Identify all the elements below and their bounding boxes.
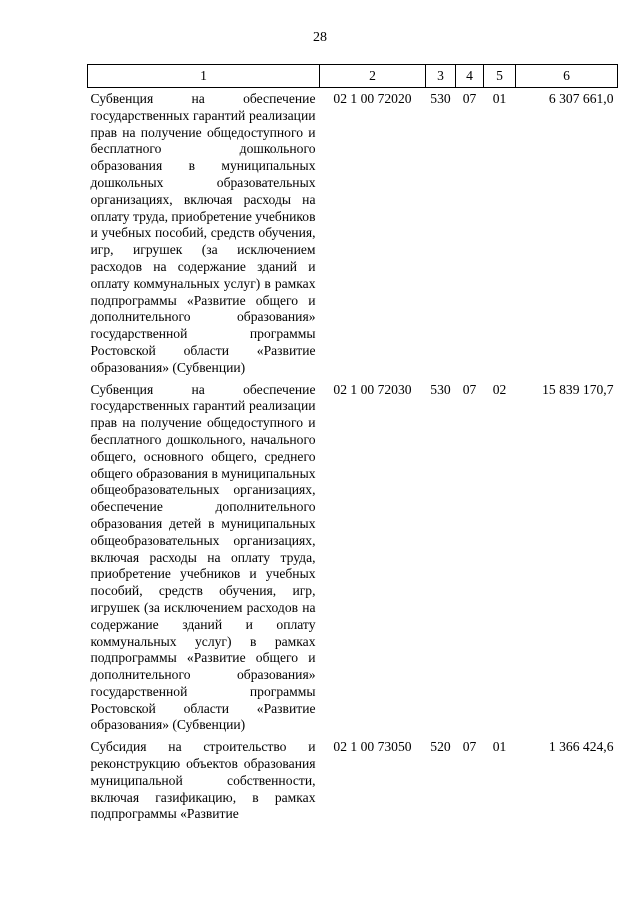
table-header-row <box>88 65 618 88</box>
column-header-1: 1 <box>88 65 320 88</box>
row-expense-type: 520 <box>430 739 451 755</box>
column-header-6: 6 <box>516 65 618 88</box>
row-subsection: 01 <box>492 91 507 106</box>
table-row <box>88 379 618 737</box>
page-number: 28 <box>313 30 327 45</box>
row-expense-type: 530 <box>430 381 451 397</box>
row-section: 07 <box>462 91 477 106</box>
table-row <box>88 88 618 379</box>
row-description: Субвенция на обеспечение государственных гарантий реализации прав на получение общедоступного и бесплатного дошкольного образования в муниципальных дошкольных образовательных организациях, включая расходы на оплату труда, приобретение учебников и учебных пособий, средств обучения, игр, игрушек (за исключением расходов на содержание зданий и оплату коммунальных услуг) в рамках подпрограммы «Развитие общего и дополнительного образования» государственной программы Ростовской области «Развитие образования» (Субвенции) <box>90 91 316 375</box>
row-description: Субвенция на обеспечение государственных гарантий реализации прав на получение общедоступного и бесплатного дошкольного, начального общего, основного общего, среднего общего образования в муниципальных общеобразовательных организациях, обеспечение дополнительного образования детей в муниципальных общеобразовательных организациях, включая расходы на оплату труда, приобретение учебников и учебных пособий, средств обучения, игр, игрушек (за исключением расходов на содержание зданий и оплату коммунальных услуг) в рамках подпрограммы «Развитие общего и дополнительного образования» государственной программы Ростовской области «Развитие образования» (Субвенции) <box>90 381 316 733</box>
row-subsection: 02 <box>492 381 507 397</box>
table-row <box>88 736 618 825</box>
column-header-5: 5 <box>484 65 516 88</box>
row-amount: 1 366 424,6 <box>548 739 614 755</box>
row-description: Субсидия на строительство и реконструкцию объектов образования муниципальной собственности, включая газификацию, в рамках подпрограммы «Развитие <box>90 739 316 822</box>
row-section: 07 <box>462 739 477 755</box>
row-amount: 15 839 170,7 <box>542 381 614 397</box>
row-expense-type: 530 <box>430 91 451 106</box>
column-header-4: 4 <box>456 65 484 88</box>
row-target-code: 02 1 00 72020 <box>333 91 412 106</box>
row-target-code: 02 1 00 72030 <box>333 381 412 397</box>
row-target-code: 02 1 00 73050 <box>333 739 412 755</box>
column-header-3: 3 <box>426 65 456 88</box>
row-amount: 6 307 661,0 <box>548 91 614 106</box>
column-header-2: 2 <box>320 65 426 88</box>
budget-table <box>87 64 618 825</box>
row-subsection: 01 <box>492 739 507 755</box>
row-section: 07 <box>462 381 477 397</box>
